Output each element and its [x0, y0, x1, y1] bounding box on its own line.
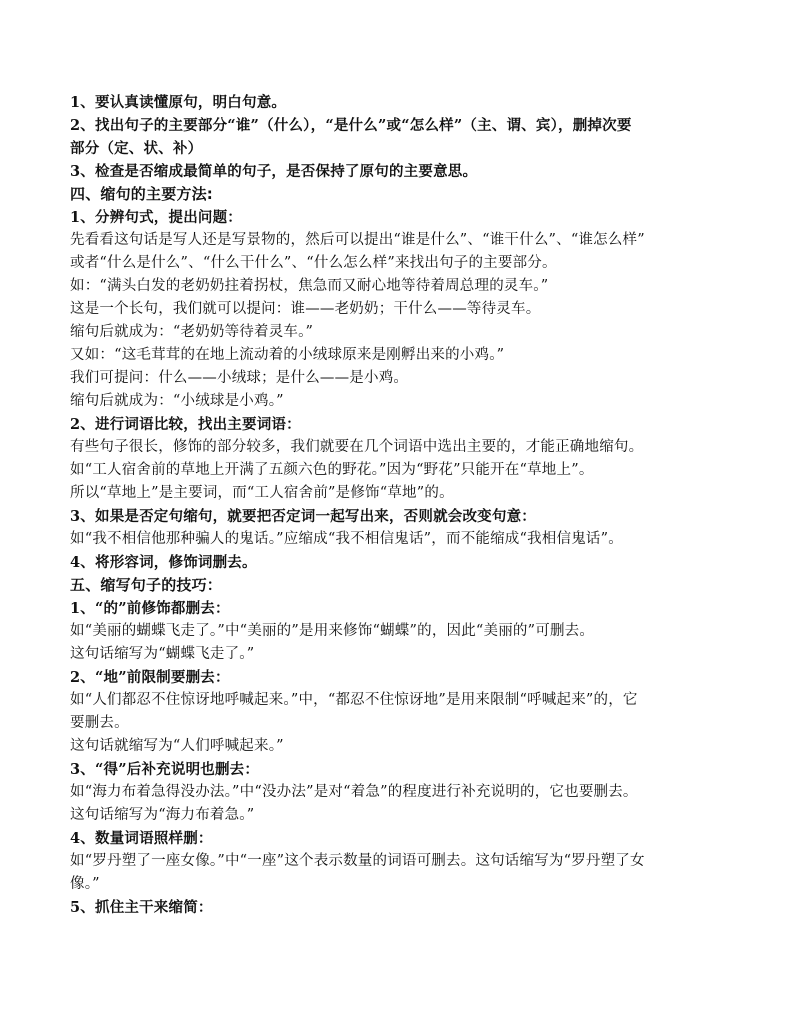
paragraph-line: 如“人们都忍不住惊讶地呼喊起来。”中，“都忍不住惊讶地”是用来限制“呼喊起来”的，它 — [70, 692, 638, 708]
section-heading: 五、缩写句子的技巧： — [70, 576, 223, 594]
subsection-heading: 2、进行词语比较，找出主要词语： — [70, 416, 301, 433]
paragraph-line: 或者“什么是什么”、“什么干什么”、“什么怎么样”来找出句子的主要部分。 — [70, 255, 557, 271]
paragraph-line: 先看看这句话是写人还是写景物的，然后可以提出“谁是什么”、“谁干什么”、“谁怎么样” — [70, 232, 645, 248]
subsection-heading: 1、要认真读懂原句，明白句意。 — [70, 94, 287, 111]
subsection-heading: 2、“地”前限制要删去： — [70, 669, 230, 686]
paragraph-line: 如“美丽的蝴蝶飞走了。”中“美丽的”是用来修饰“蝴蝶”的，因此“美丽的”可删去。 — [70, 623, 595, 639]
paragraph-line: 这句话缩写为“海力布着急。” — [70, 807, 255, 823]
subsection-heading: 部分（定、状、补） — [70, 140, 203, 157]
paragraph-line: 所以“草地上”是主要词，而“工人宿舍前”是修饰“草地”的。 — [70, 485, 454, 501]
paragraph-line: 如“海力布着急得没办法。”中“没办法”是对“着急”的程度进行补充说明的，它也要删去。 — [70, 784, 638, 800]
paragraph-line: 这句话缩写为“蝴蝶飞走了。” — [70, 646, 255, 662]
subsection-heading: 4、将形容词，修饰词删去。 — [70, 554, 257, 571]
subsection-heading: 4、数量词语照样删： — [70, 830, 213, 847]
paragraph-line: 要删去。 — [70, 715, 129, 731]
paragraph-line: 如“工人宿舍前的草地上开满了五颜六色的野花。”因为“野花”只能开在“草地上”。 — [70, 462, 594, 478]
paragraph-line: 这是一个长句，我们就可以提问：谁——老奶奶；干什么——等待灵车。 — [70, 301, 541, 317]
paragraph-line: 如：“满头白发的老奶奶拄着拐杖，焦急而又耐心地等待着周总理的灵车。” — [70, 278, 549, 294]
subsection-heading: 2、找出句子的主要部分“谁”（什么），“是什么”或“怎么样”（主、谓、宾），删掉次要 — [70, 117, 632, 134]
section-heading: 四、缩句的主要方法: — [70, 185, 213, 203]
paragraph-line: 有些句子很长，修饰的部分较多，我们就要在几个词语中选出主要的，才能正确地缩句。 — [70, 439, 644, 455]
subsection-heading: 3、如果是否定句缩句，就要把否定词一起写出来，否则就会改变句意： — [70, 508, 536, 525]
subsection-heading: 1、分辨句式，提出问题： — [70, 209, 242, 226]
paragraph-line: 我们可提问：什么——小绒球；是什么——是小鸡。 — [70, 370, 409, 386]
paragraph-line: 如“罗丹塑了一座女像。”中“一座”这个表示数量的词语可删去。这句话缩写为“罗丹塑了女 — [70, 853, 645, 869]
paragraph-line: 缩句后就成为：“老奶奶等待着灵车。” — [70, 324, 314, 340]
paragraph-line: 如“我不相信他那种骗人的鬼话。”应缩成“我不相信鬼话”，而不能缩成“我相信鬼话”。 — [70, 531, 623, 547]
paragraph-line: 这句话就缩写为“人们呼喊起来。” — [70, 738, 284, 754]
subsection-heading: 1、“的”前修饰都删去： — [70, 600, 230, 617]
subsection-heading: 3、“得”后补充说明也删去： — [70, 761, 260, 778]
paragraph-line: 缩句后就成为：“小绒球是小鸡。” — [70, 393, 284, 409]
subsection-heading: 3、检查是否缩成最简单的句子，是否保持了原句的主要意思。 — [70, 163, 478, 180]
paragraph-line: 又如：“这毛茸茸的在地上流动着的小绒球原来是刚孵出来的小鸡。” — [70, 347, 505, 363]
subsection-heading: 5、抓住主干来缩简： — [70, 899, 213, 916]
paragraph-line: 像。” — [70, 876, 100, 892]
